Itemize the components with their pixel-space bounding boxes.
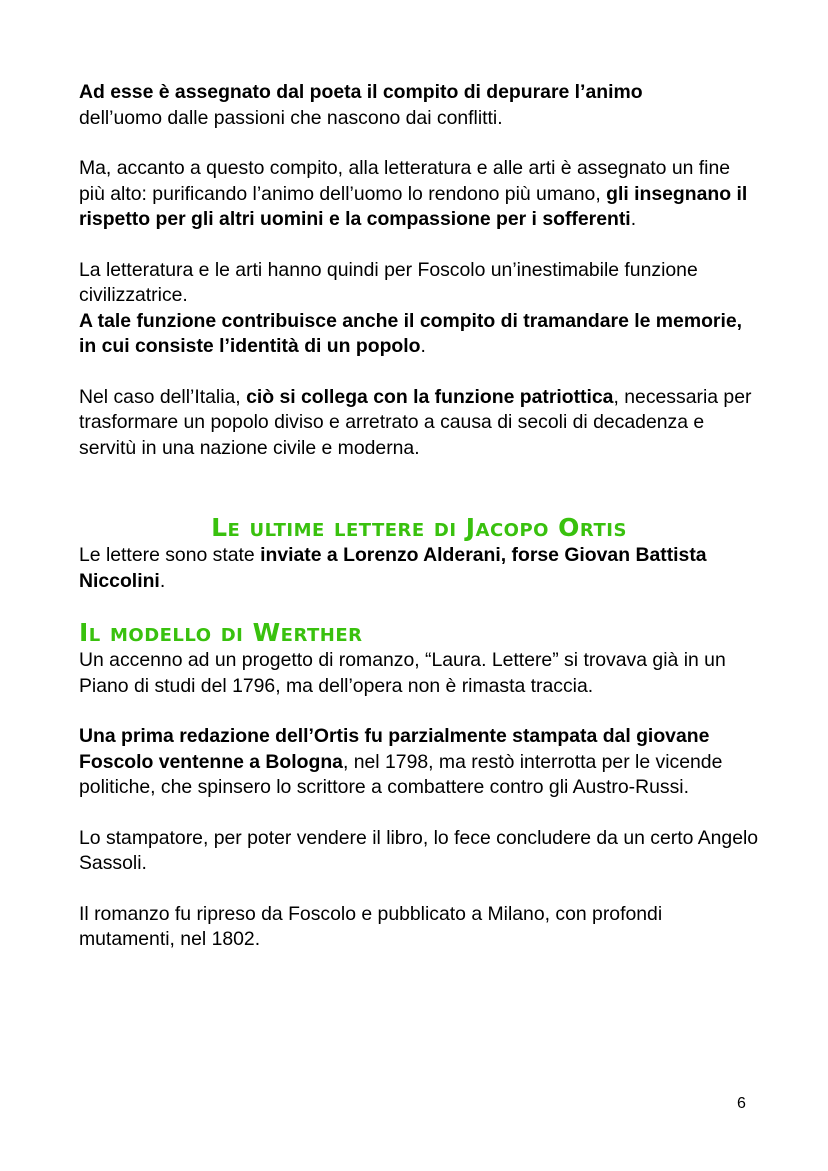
text: Il romanzo fu ripreso da Foscolo e pubblicato a Milano, con profondi mutamenti, nel 1802. [79,902,663,950]
paragraph-higher-aim [79,156,759,233]
text: . [420,335,426,357]
bold-text: Una prima redazione dell’Ortis fu parzialmente stampata dal giovane Foscolo ventenne a Bologna [79,725,710,773]
paragraph-purpose [79,80,759,131]
page-number: 6 [737,1095,746,1112]
text: La letteratura e le arti hanno quindi per Foscolo un’inestimabile funzione civilizzatrice. [79,258,698,306]
bold-text: Ad esse è assegnato dal poeta il compito di depurare l’animo [79,81,643,103]
paragraph-first-edition [79,724,759,801]
text: . [159,569,166,592]
paragraph-milan-edition [79,902,759,953]
bold-text: inviate a Lorenzo Alderani, forse Giovan Battista Niccolini [79,544,707,592]
text: , nel 1798, ma restò interrotta per le vicende politiche, che spinsero lo scrittore a combattere contro gli Austro-Russi. [79,750,723,798]
paragraph-letters [79,543,759,594]
text: dell’uomo dalle passioni che nascono dai conflitti. [79,106,503,129]
bold-text: A tale funzione contribuisce anche il compito di tramandare le memorie, in cui consiste l’identità di un popolo [79,309,743,357]
bold-text: ciò si collega con la funzione patriottica [246,385,614,408]
text: Lo stampatore, per poter vendere il libro, lo fece concludere da un certo Angelo Sassoli. [79,826,759,874]
text: , necessaria per trasformare un popolo diviso e arretrato a causa di secoli di decadenza e servitù in una nazione civile e moderna. [79,385,752,459]
paragraph-laura-project [79,648,759,699]
text: Le lettere sono state [79,544,255,566]
text: Nel caso dell’Italia, [79,385,241,408]
section-heading-jacopo-ortis: Le ultime lettere di Jacopo Ortis [211,513,627,542]
paragraph-civilizing-function [79,258,759,309]
text: Un accenno ad un progetto di romanzo, “Laura. Lettere” si trovava già in un Piano di studi del 1796, ma dell’opera non è rimasta traccia. [79,649,726,697]
text: Ma, accanto a questo compito, alla letteratura e alle arti è assegnato un fine più alto: purificando l’animo dell’uomo lo rendono più umano, [79,157,731,205]
paragraph-printer [79,826,759,877]
section-heading-werther: Il modello di Werther [79,618,363,647]
text: . [630,208,637,230]
bold-text: gli insegnano il rispetto per gli altri uomini e la compassione per i sofferenti [79,182,748,230]
paragraph-memories [79,309,759,360]
document-body [79,80,759,953]
paragraph-italy [79,385,759,462]
